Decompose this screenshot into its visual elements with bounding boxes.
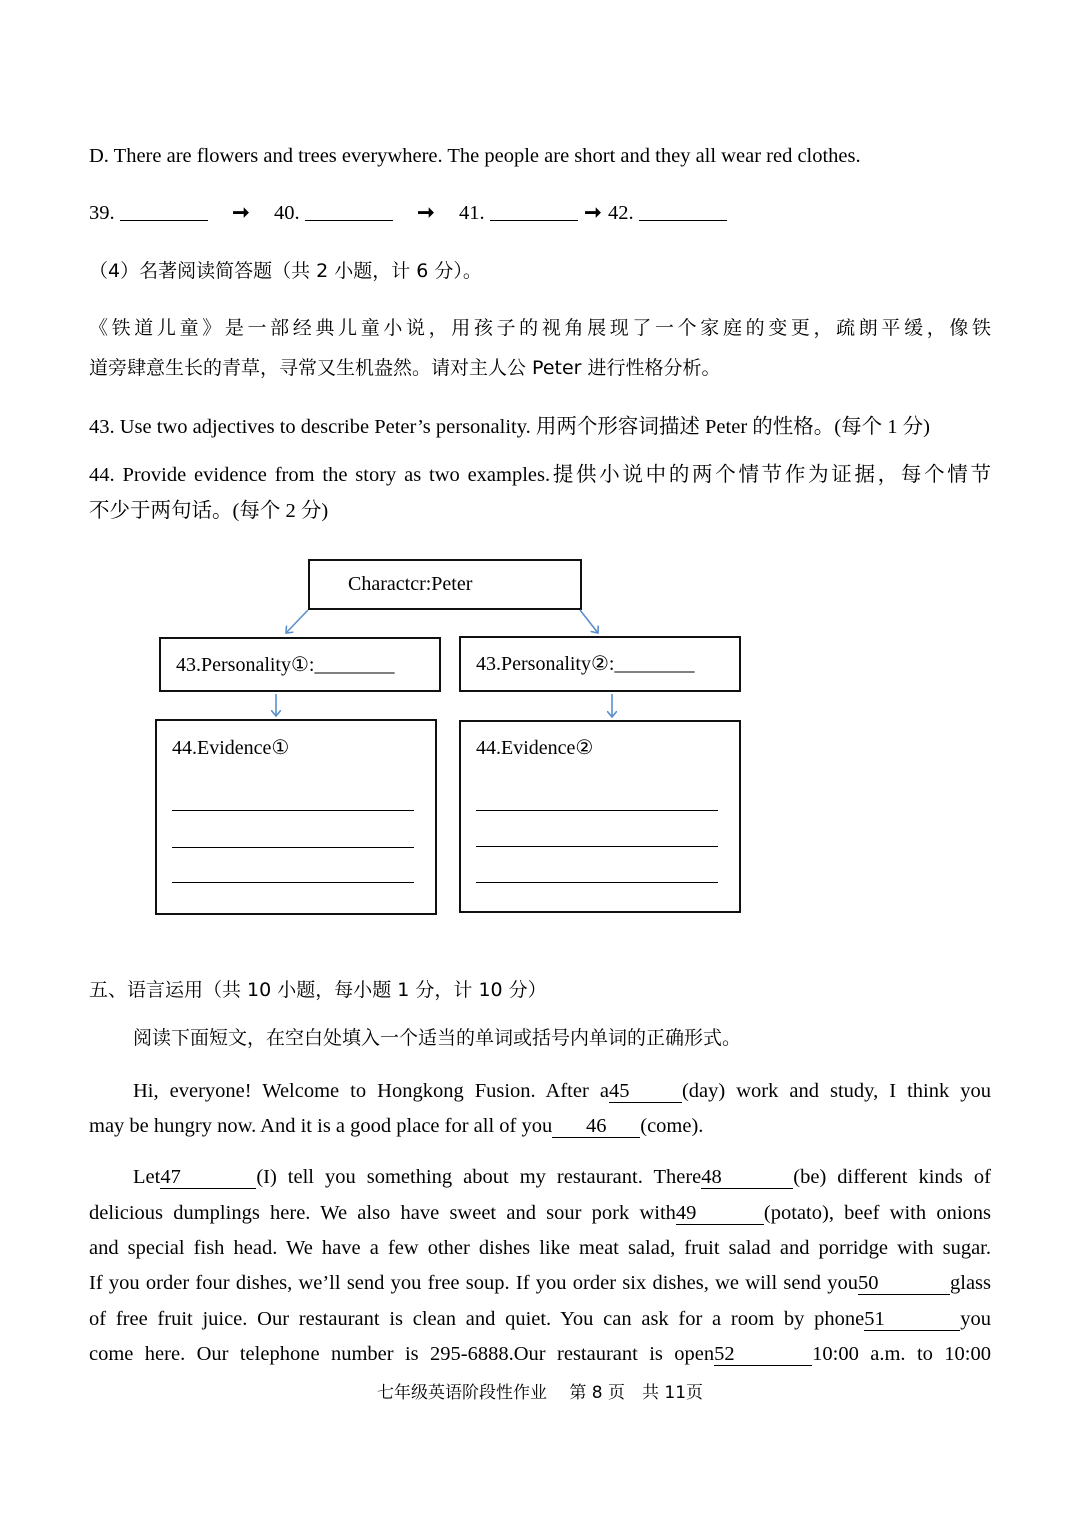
passage-text: delicious dumplings here. We also have sweet and sour pork with [89,1202,676,1224]
section5-instruction: 阅读下面短文，在空白处填入一个适当的单词或括号内单词的正确形式。 [133,1027,742,1049]
q42-label: 42. [608,202,634,224]
passage-line: and special fish head. We have a few other dishes like meat salad, fruit salad and porridge with sugar. [89,1237,991,1259]
evidence2-label: 44.Evidence② [476,737,594,759]
question-44-line2: 不少于两句话。(每个 2 分) [89,500,329,522]
evidence1-label: 44.Evidence① [172,737,290,759]
passage-text: Hi, everyone! Welcome to Hongkong Fusion. After a [133,1080,609,1102]
passage-line [133,1163,991,1191]
passage-line [89,1269,991,1297]
passage-text: 10:00 a.m. to 10:00 [812,1343,991,1365]
arrow-icon: ➞ [232,202,250,224]
passage-text: glass [950,1272,991,1294]
arrow-icon: ➞ [417,202,435,224]
personality1-label: 43.Personality①:________ [176,654,395,676]
passage-text: (day) work and study, I think you [681,1080,991,1102]
section4-title: （4）名著阅读简答题（共 2 小题，计 6 分）。 [89,260,482,282]
personality2-label: 43.Personality②:________ [476,653,695,675]
passage-text: (potato), beef with onions [763,1202,991,1224]
question-44-line1: 44. Provide evidence from the story as two examples.提供小说中的两个情节作为证据，每个情节 [89,464,991,486]
passage-text: (be) different kinds of [793,1166,991,1188]
blank-45[interactable]: 45 [609,1080,682,1103]
page-footer: 七年级英语阶段性作业 第 8 页 共 11页 [376,1383,704,1403]
section5-title: 五、语言运用（共 10 小题，每小题 1 分，计 10 分） [89,979,547,1001]
blank-49[interactable]: 49 [676,1202,764,1225]
q39-label: 39. [89,202,115,224]
character-label: Charactcr:Peter [348,573,473,595]
q41-label: 41. [459,202,485,224]
passage-text: you [960,1308,991,1330]
section4-intro-line2: 道旁肆意生长的青草，寻常又生机盎然。请对主人公 Peter 进行性格分析。 [89,357,721,379]
passage-line [89,1305,991,1333]
passage-text: (I) tell you something about my restaurant. There [256,1166,702,1188]
passage-line [89,1340,991,1368]
passage-text: Let [133,1166,161,1188]
passage-line [89,1199,991,1227]
passage-text: may be hungry now. And it is a good place for all of you [89,1115,553,1137]
passage-text: come here. Our telephone number is 295-6888.Our restaurant is open [89,1343,715,1365]
arrow-icon: ➞ [584,202,602,224]
passage-line [133,1077,991,1105]
question-43: 43. Use two adjectives to describe Peter’s personality. 用两个形容词描述 Peter 的性格。(每个 1 分) [89,416,930,438]
section4-intro-line1: 《铁道儿童》是一部经典儿童小说，用孩子的视角展现了一个家庭的变更，疏朗平缓，像铁 [89,317,991,339]
passage-text: (come). [640,1115,704,1137]
passage-line [89,1112,703,1140]
blank-47[interactable]: 47 [160,1166,256,1189]
blank-52[interactable]: 52 [714,1343,812,1366]
blank-46[interactable]: 46 [552,1115,640,1138]
blank-50[interactable]: 50 [858,1272,950,1295]
option-d: D. There are flowers and trees everywhere. The people are short and they all wear red clothes. [89,145,861,167]
blank-48[interactable]: 48 [701,1166,793,1189]
arrow-character-to-personality1 [286,610,308,633]
arrow-character-to-personality2 [580,610,598,633]
q40-label: 40. [274,202,300,224]
passage-text: of free fruit juice. Our restaurant is clean and quiet. You can ask for a room by phone [89,1308,865,1330]
passage-text: If you order four dishes, we’ll send you free soup. If you order six dishes, we will send you [89,1272,858,1294]
blank-51[interactable]: 51 [864,1308,960,1331]
